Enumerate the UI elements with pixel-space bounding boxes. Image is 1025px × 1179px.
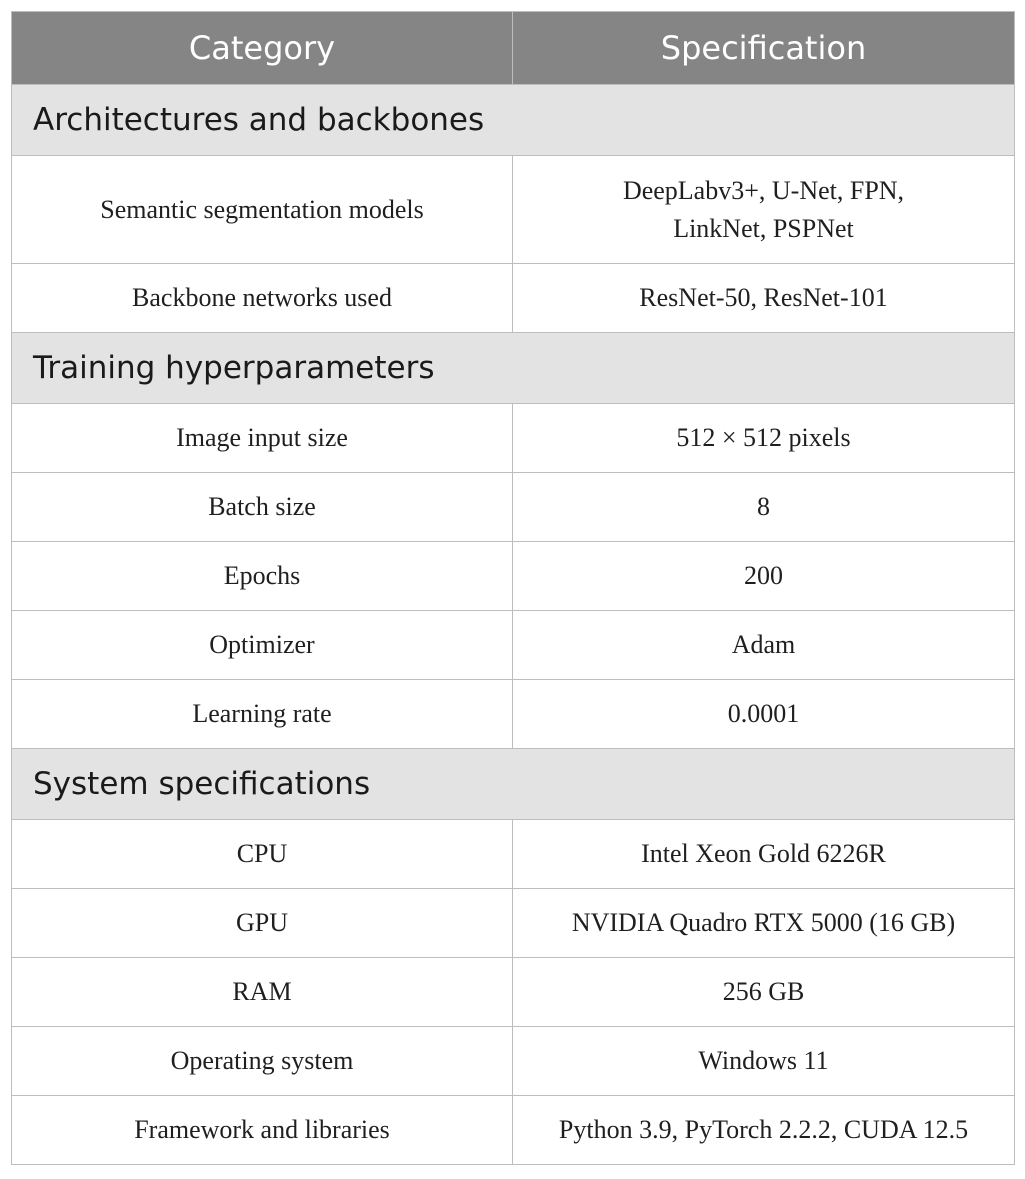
spec-cell: 8 [513, 473, 1015, 542]
category-cell: Framework and libraries [12, 1096, 513, 1165]
spec-cell: 512 × 512 pixels [513, 404, 1015, 473]
spec-cell: 256 GB [513, 958, 1015, 1027]
section-row-system [12, 749, 1015, 820]
section-title: System specifications [12, 749, 1015, 820]
section-title: Training hyperparameters [12, 333, 1015, 404]
spec-cell: Adam [513, 611, 1015, 680]
category-cell: Epochs [12, 542, 513, 611]
table-row [12, 264, 1015, 333]
category-cell: Batch size [12, 473, 513, 542]
spec-cell: Python 3.9, PyTorch 2.2.2, CUDA 12.5 [513, 1096, 1015, 1165]
table-row [12, 404, 1015, 473]
table-row [12, 958, 1015, 1027]
category-cell: GPU [12, 889, 513, 958]
spec-cell: ResNet-50, ResNet-101 [513, 264, 1015, 333]
spec-cell: 200 [513, 542, 1015, 611]
category-cell: Backbone networks used [12, 264, 513, 333]
table-header [12, 12, 1015, 85]
spec-line: DeepLabv3+, U-Net, FPN, [622, 175, 905, 205]
category-cell: Image input size [12, 404, 513, 473]
section-row-architectures [12, 85, 1015, 156]
header-row [12, 12, 1015, 85]
table-row [12, 1096, 1015, 1165]
category-cell: CPU [12, 820, 513, 889]
table-row [12, 1027, 1015, 1096]
section-title: Architectures and backbones [12, 85, 1015, 156]
header-category: Category [12, 12, 513, 85]
spec-line: LinkNet, PSPNet [673, 213, 854, 243]
table-body [12, 85, 1015, 1165]
table-row [12, 889, 1015, 958]
category-cell: Optimizer [12, 611, 513, 680]
category-cell: Semantic segmentation models [12, 156, 513, 264]
header-specification: Specification [513, 12, 1015, 85]
spec-cell: 0.0001 [513, 680, 1015, 749]
table-row [12, 542, 1015, 611]
spec-table [11, 11, 1015, 1165]
spec-cell: Intel Xeon Gold 6226R [513, 820, 1015, 889]
spec-cell: Windows 11 [513, 1027, 1015, 1096]
table-row [12, 611, 1015, 680]
category-cell: RAM [12, 958, 513, 1027]
section-row-training [12, 333, 1015, 404]
spec-cell [513, 156, 1015, 264]
category-cell: Operating system [12, 1027, 513, 1096]
spec-cell: NVIDIA Quadro RTX 5000 (16 GB) [513, 889, 1015, 958]
category-cell: Learning rate [12, 680, 513, 749]
table-row [12, 473, 1015, 542]
table-row [12, 820, 1015, 889]
table-row [12, 680, 1015, 749]
table-row [12, 156, 1015, 264]
